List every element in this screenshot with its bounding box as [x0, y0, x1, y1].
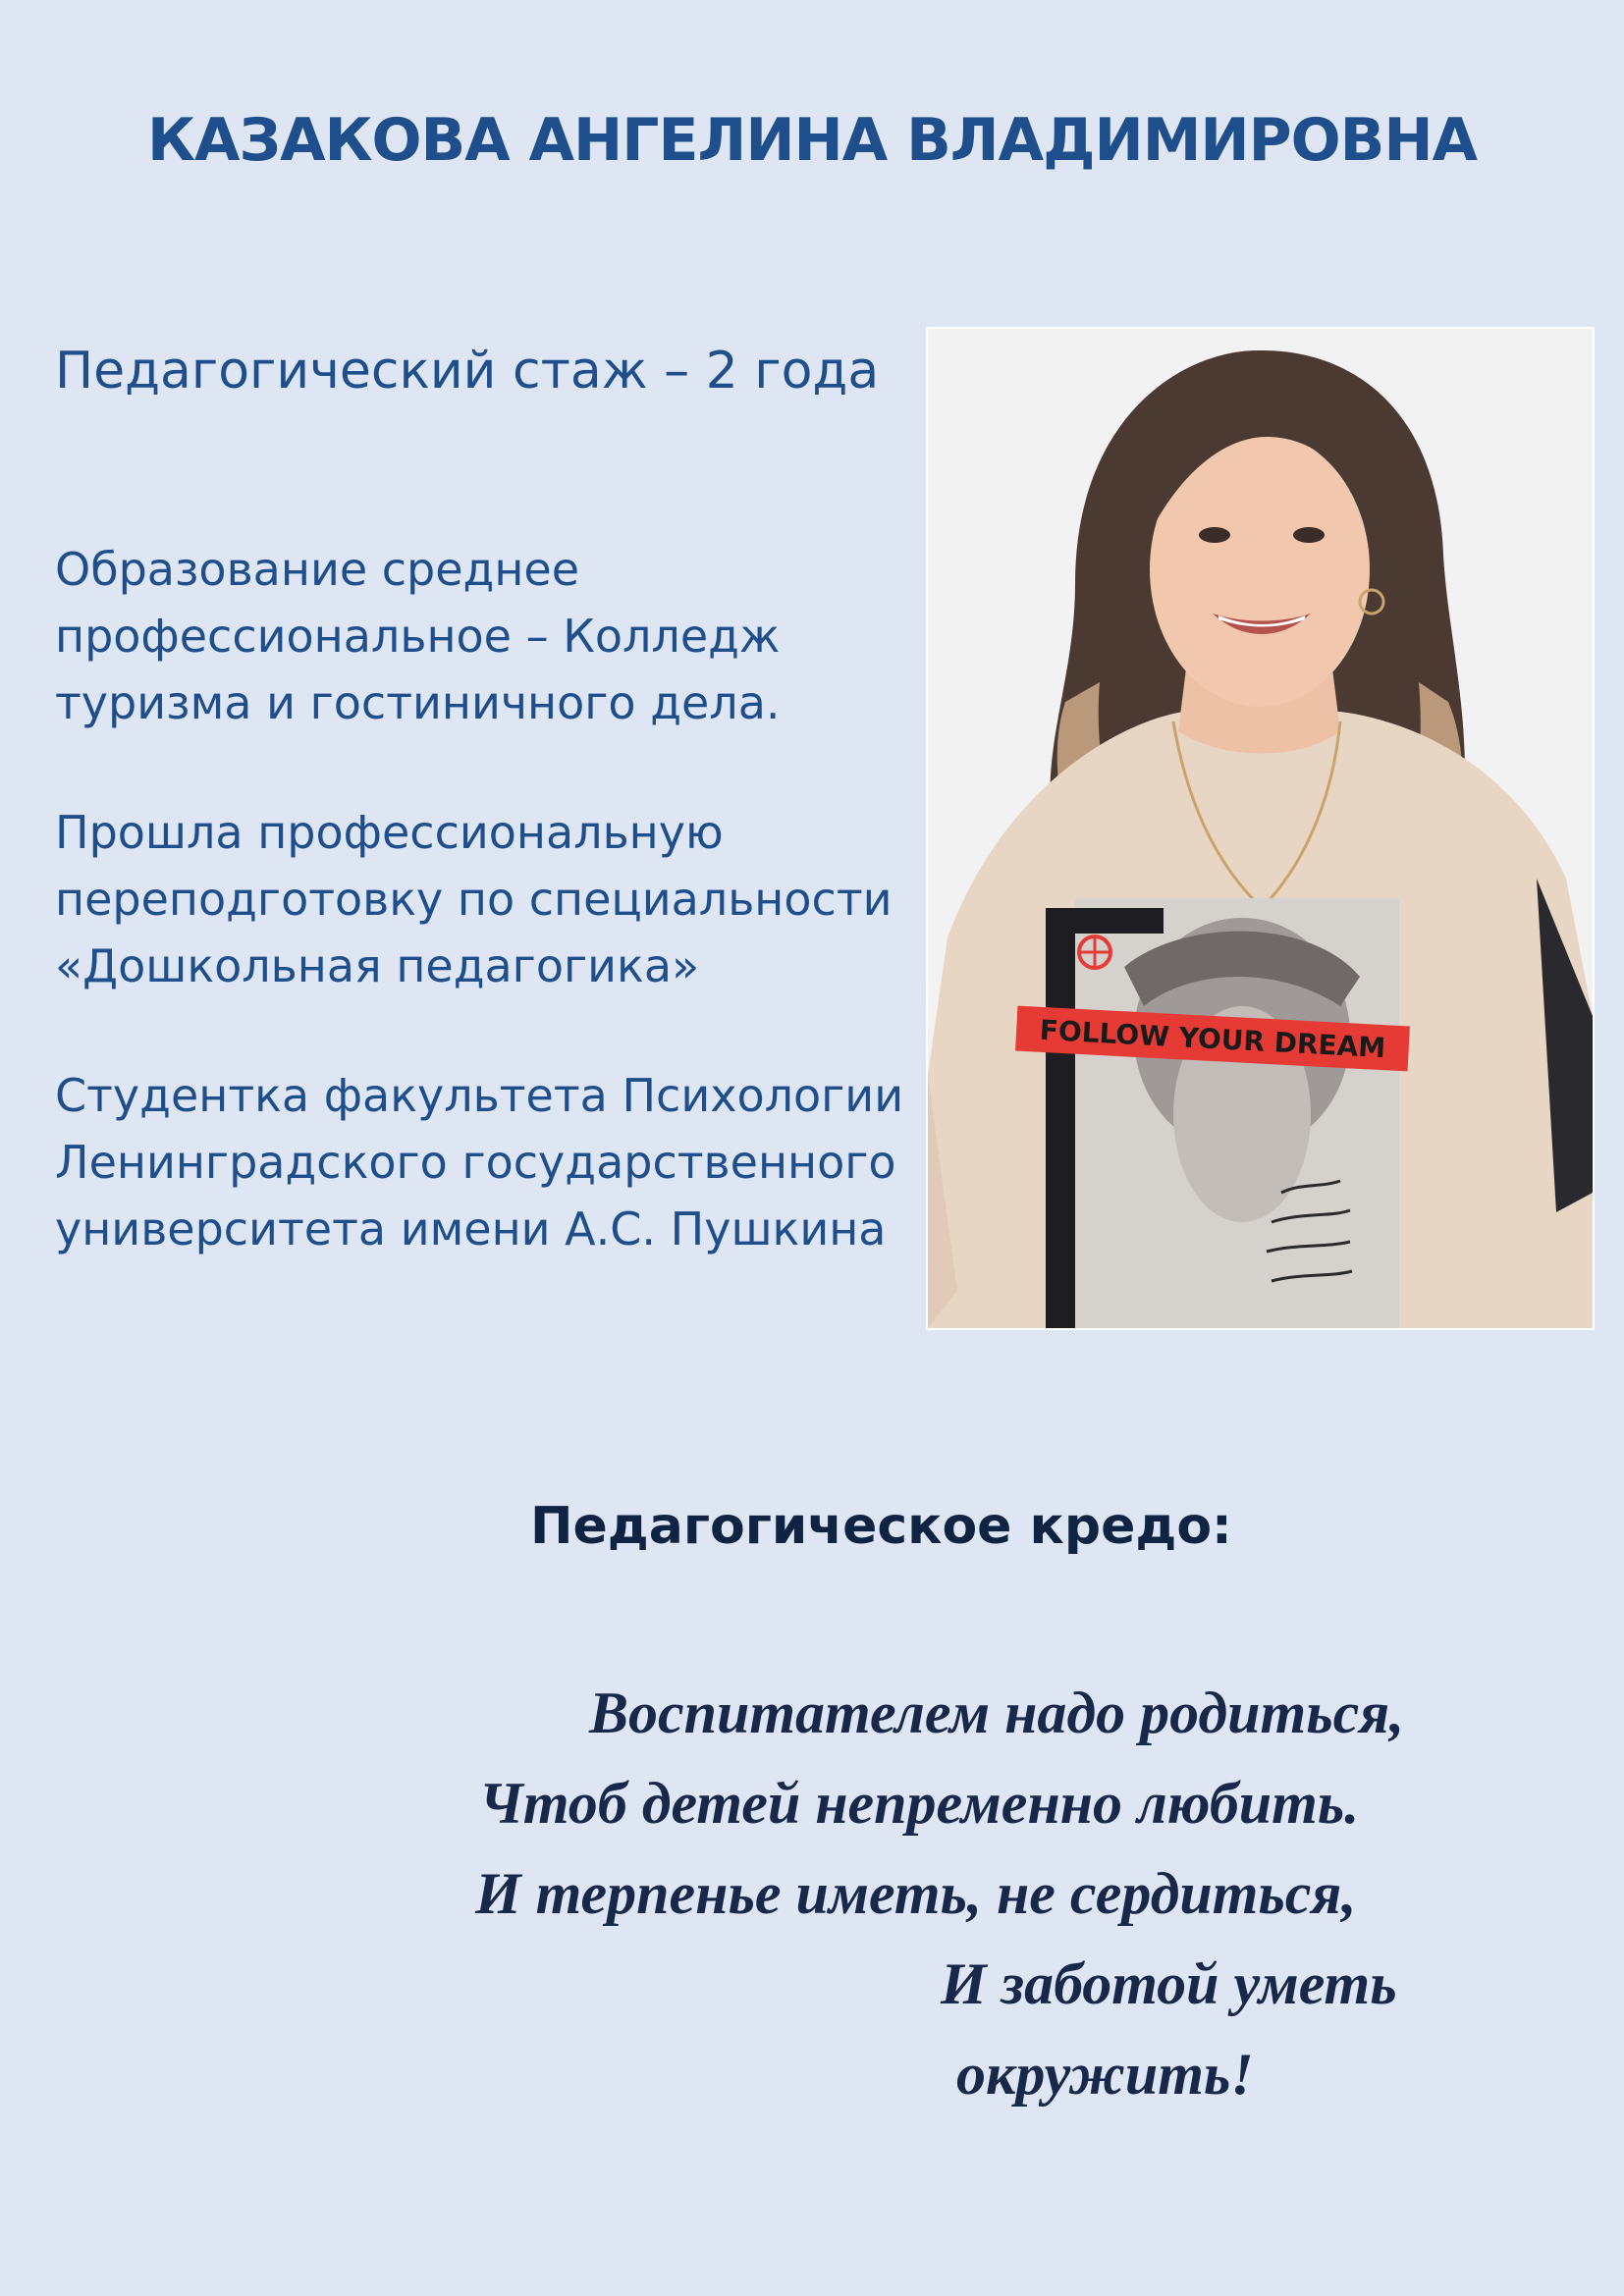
poem-line: Воспитателем надо родиться,	[589, 1681, 1405, 1745]
portrait-photo	[926, 327, 1595, 1330]
student-line: Ленинградского государственного	[55, 1136, 896, 1189]
retraining-line: Прошла профессиональную	[55, 806, 724, 859]
student-text	[55, 1062, 919, 1262]
retraining-line: переподготовку по специальности	[55, 873, 893, 926]
page-title: КАЗАКОВА АНГЕЛИНА ВЛАДИМИРОВНА	[146, 106, 1478, 175]
profile-info	[55, 332, 919, 1262]
poem-line: И заботой уметь	[941, 1951, 1397, 2016]
experience-text: Педагогический стаж – 2 года	[55, 342, 880, 400]
education-line: туризма и гостиничного дела.	[55, 676, 781, 729]
poem-line: И терпенье иметь, не сердиться,	[475, 1861, 1357, 1926]
credo-heading: Педагогическое кредо:	[530, 1497, 1232, 1556]
student-line: Студентка факультета Психологии	[55, 1069, 904, 1122]
poem-line: Чтоб детей непременно любить.	[479, 1771, 1360, 1836]
education-text	[55, 536, 919, 736]
portrait-illustration	[928, 329, 1593, 1328]
retraining-line: «Дошкольная педагогика»	[55, 939, 700, 992]
education-line: Образование среднее	[55, 543, 580, 596]
student-line: университета имени А.С. Пушкина	[55, 1202, 887, 1255]
education-line: профессиональное – Колледж	[55, 610, 781, 663]
retraining-text	[55, 799, 919, 999]
shirt-banner-text: FOLLOW YOUR DREAM	[1039, 1013, 1386, 1065]
poem-line: окружить!	[956, 2042, 1254, 2107]
